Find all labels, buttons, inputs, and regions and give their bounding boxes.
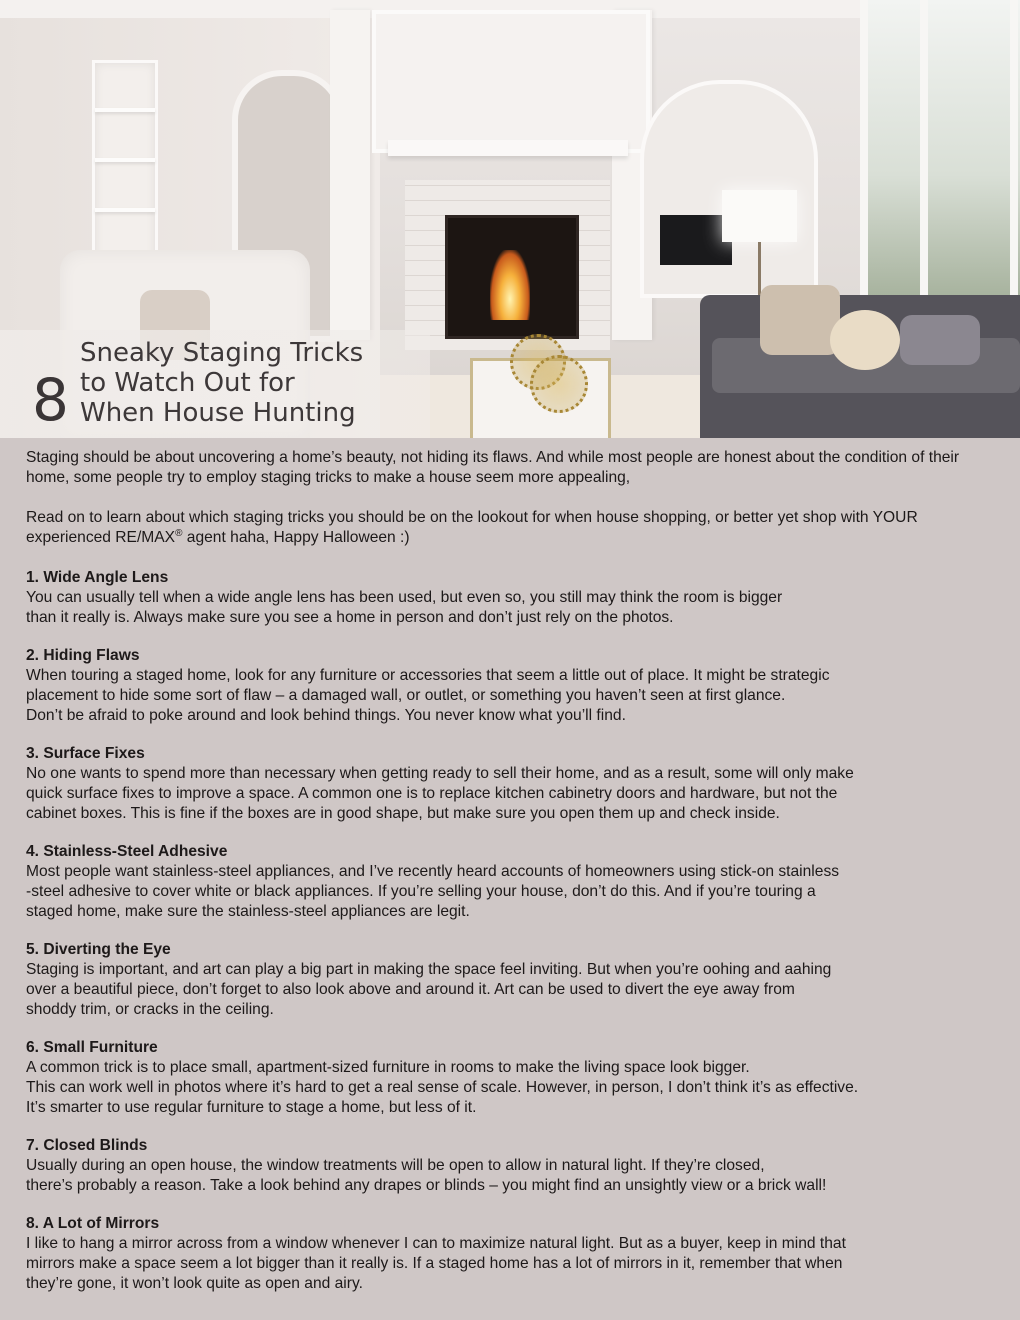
tip-line: No one wants to spend more than necessary when getting ready to sell their home, and as a result, some will only make — [26, 765, 854, 782]
intro-text: Read on to learn about which staging tricks you should be on the lookout for when house shopping, or better yet shop with YOUR experienced RE/MAX — [26, 509, 918, 546]
tip-section — [26, 940, 998, 1020]
sofa-pillow — [900, 315, 980, 365]
tips-list — [26, 568, 998, 1294]
decor-orb — [530, 355, 588, 413]
tip-section — [26, 1136, 998, 1196]
tip-line: Staging is important, and art can play a big part in making the space feel inviting. But when you’re oohing and aahing — [26, 961, 832, 978]
tip-line: Don’t be afraid to poke around and look behind things. You never know what you’ll find. — [26, 707, 626, 724]
title-line-3: When House Hunting — [80, 398, 356, 428]
tip-line: Most people want stainless-steel appliances, and I’ve recently heard accounts of homeowners using stick-on stainless — [26, 863, 840, 880]
tip-heading: 6. Small Furniture — [26, 1039, 158, 1056]
tip-line: placement to hide some sort of flaw – a damaged wall, or outlet, or something you haven’t seen at first glance. — [26, 687, 786, 704]
tip-section — [26, 568, 998, 628]
tip-line: cabinet boxes. This is fine if the boxes are in good shape, but make sure you open them up and check inside. — [26, 805, 780, 822]
mantel-shelf — [388, 140, 628, 156]
tip-line: It’s smarter to use regular furniture to stage a home, but less of it. — [26, 1099, 477, 1116]
tip-line: than it really is. Always make sure you see a home in person and don’t just rely on the photos. — [26, 609, 674, 626]
tip-line: staged home, make sure the stainless-steel appliances are legit. — [26, 903, 470, 920]
tip-section — [26, 842, 998, 922]
tip-heading: 1. Wide Angle Lens — [26, 569, 169, 586]
column-left — [330, 10, 370, 340]
intro-paragraph-2 — [26, 508, 998, 548]
title-line-1: Sneaky Staging Tricks — [80, 338, 364, 368]
tip-line: they’re gone, it won’t look quite as open and airy. — [26, 1275, 363, 1292]
lamp-shade — [722, 190, 797, 242]
tip-section — [26, 1038, 998, 1118]
tip-line: A common trick is to place small, apartment-sized furniture in rooms to make the living space look bigger. — [26, 1059, 750, 1076]
tip-heading: 4. Stainless-Steel Adhesive — [26, 843, 228, 860]
title-line-2: to Watch Out for — [80, 368, 295, 398]
built-in-shelf-left — [92, 60, 158, 266]
mantel-overmantel — [372, 10, 650, 153]
tip-line: Usually during an open house, the window treatments will be open to allow in natural light. If they’re closed, — [26, 1157, 765, 1174]
intro-text-end: agent haha, Happy Halloween :) — [182, 529, 410, 546]
tip-heading: 5. Diverting the Eye — [26, 941, 171, 958]
tip-section — [26, 744, 998, 824]
tip-line: I like to hang a mirror across from a window whenever I can to maximize natural light. But as a buyer, keep in mind that — [26, 1235, 846, 1252]
built-in-shelf-right — [640, 80, 818, 298]
tip-line: there’s probably a reason. Take a look behind any drapes or blinds – you might find an unsightly view or a brick wall! — [26, 1177, 827, 1194]
registered-mark: ® — [175, 527, 183, 539]
tip-line: shoddy trim, or cracks in the ceiling. — [26, 1001, 274, 1018]
sofa-pillow — [760, 285, 840, 355]
sofa-pillow — [830, 310, 900, 370]
article-body — [26, 448, 998, 1312]
fire-flame — [490, 250, 530, 320]
tip-line: -steel adhesive to cover white or black appliances. If you’re selling your house, don’t do this. And if you’re touring a — [26, 883, 816, 900]
tip-line: You can usually tell when a wide angle lens has been used, but even so, you still may think the room is bigger — [26, 589, 783, 606]
tip-heading: 7. Closed Blinds — [26, 1137, 148, 1154]
title-number: 8 — [32, 366, 69, 434]
tip-line: mirrors make a space seem a lot bigger than it really is. If a staged home has a lot of mirrors in it, remember that when — [26, 1255, 843, 1272]
tip-section — [26, 646, 998, 726]
tip-heading: 2. Hiding Flaws — [26, 647, 140, 664]
tip-heading: 8. A Lot of Mirrors — [26, 1215, 160, 1232]
intro — [26, 448, 998, 548]
hero-title — [28, 338, 428, 436]
tip-line: When touring a staged home, look for any furniture or accessories that seem a little out of place. It might be strategic — [26, 667, 830, 684]
tip-heading: 3. Surface Fixes — [26, 745, 145, 762]
tip-line: This can work well in photos where it’s hard to get a real sense of scale. However, in person, I don’t think it’s as effective. — [26, 1079, 859, 1096]
tip-line: over a beautiful piece, don’t forget to also look above and around it. Art can be used to divert the eye away from — [26, 981, 795, 998]
intro-paragraph-1: Staging should be about uncovering a home’s beauty, not hiding its flaws. And while most people are honest about the condition of their home, some people try to employ staging tricks to make a house seem more appealing, — [26, 449, 960, 486]
tip-line: quick surface fixes to improve a space. A common one is to replace kitchen cabinetry doors and hardware, but not the — [26, 785, 838, 802]
tip-section — [26, 1214, 998, 1294]
